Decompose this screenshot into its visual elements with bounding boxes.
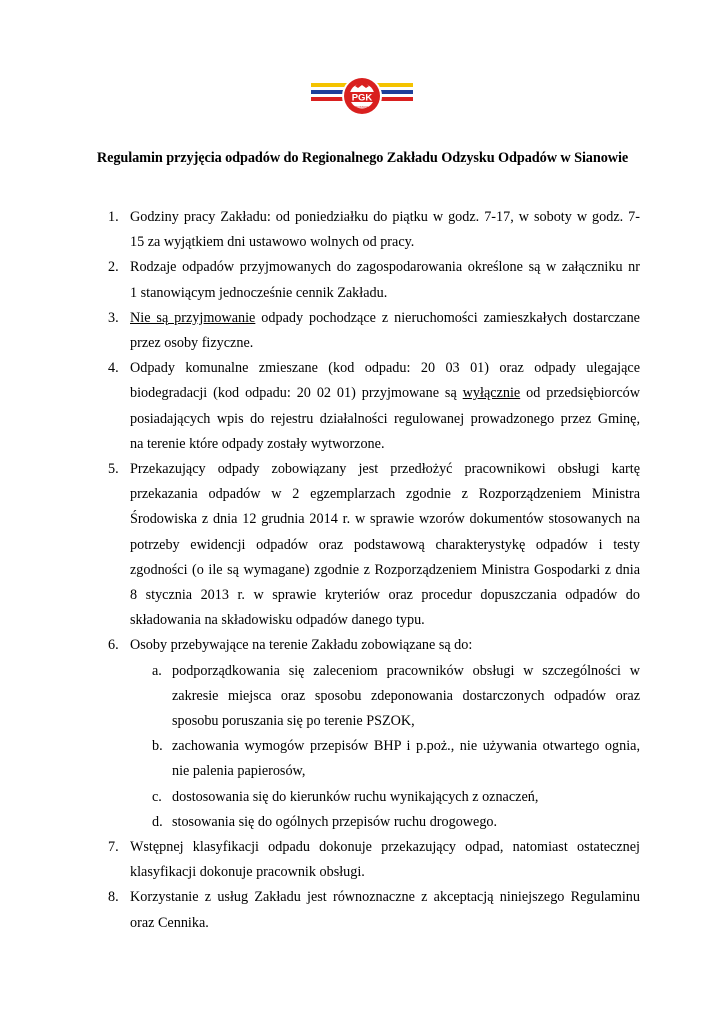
underlined-word: wyłącznie	[462, 385, 521, 402]
underlined-phrase: Nie są przyjmowanie	[130, 309, 256, 326]
list-item: 5. Przekazujący odpady zobowiązany jest przedłożyć pracownikowi obsługi kartę przekazania odpadów w 2 egzemplarzach zgodnie z Rozporządzeniem Ministra Środowiska z dnia 12 grudnia 2014 r. w sprawie wzorów dokumentów stosowanych na potrzeby ewidencji odpadów oraz podstawową charakterystykę odpadów i testy zgodności (o ile są wymagane) zgodnie z Rozporządzeniem Ministra Gospodarki z dnia 8 stycznia 2013 r. w sprawie kryteriów oraz procedur dopuszczania odpadów do składowania na składowisku odpadów danego typu.	[108, 461, 640, 629]
pgk-logo	[311, 74, 413, 118]
list-item: 7. Wstępnej klasyfikacji odpadu dokonuje przekazujący odpad, natomiast ostatecznej klasyfikacji dokonuje pracownik obsługi.	[108, 839, 640, 881]
sub-list-item: a. podporządkowania się zaleceniom pracowników obsługi w szczególności w zakresie miejsca oraz sposobu zdeponowania dostarczonych odpadów oraz sposobu poruszania się po terenie PSZOK,	[152, 662, 640, 730]
sub-list-item: d. stosowania się do ogólnych przepisów ruchu drogowego.	[152, 813, 498, 830]
sub-list-item: c. dostosowania się do kierunków ruchu wynikających z oznaczeń,	[152, 788, 539, 805]
logo-subtext: POSTAVA	[355, 105, 369, 109]
list-item: 2. Rodzaje odpadów przyjmowanych do zagospodarowania określone są w załączniku nr 1 stanowiącym jednocześnie cennik Zakładu.	[108, 259, 640, 301]
sub-list	[130, 659, 640, 835]
logo-text: PGK	[351, 92, 373, 104]
list-item: 8. Korzystanie z usług Zakładu jest równoznaczne z akceptacją niniejszego Regulaminu oraz Cennika.	[108, 889, 640, 931]
regulations-list	[108, 205, 640, 936]
document-title: Regulamin przyjęcia odpadów do Regionalnego Zakładu Odzysku Odpadów w Sianowie	[96, 150, 629, 166]
list-item: 1. Godziny pracy Zakładu: od poniedziałku do piątku w godz. 7-17, w soboty w godz. 7- 15 za wyjątkiem dni ustawowo wolnych od pracy.	[108, 209, 640, 251]
sub-list-item: b. zachowania wymogów przepisów BHP i p.poż., nie używania otwartego ognia, nie palenia papierosów,	[152, 738, 640, 780]
list-item: 4. Odpady komunalne zmieszane (kod odpadu: 20 03 01) oraz odpady ulegające biodegradacji (kod odpadu: 20 02 01) przyjmowane są wyłącznie od przedsiębiorców posiadających wpis do rejestru działalności regulowanej prowadzonego przez Gminę, na terenie które odpady zostały wytworzone.	[108, 360, 640, 452]
list-item: 6. Osoby przebywające na terenie Zakładu zobowiązane są do: a. podporządkowania się zaleceniom pracowników obsługi w szczególności w zakresie miejsca oraz sposobu zdeponowania dostarczonych odpadów oraz sposobu poruszania się po terenie PSZOK, b. zachowania wymogów przepisów BHP i p.poż., nie używania otwartego ognia, nie palenia papierosów, c. dostosowania się do kierunków ruchu wynikających z oznaczeń, d. stosowania się do ogólnych przepisów ruchu drogowego.	[130, 633, 640, 835]
list-item: 3. Nie są przyjmowanie odpady pochodzące z nieruchomości zamieszkałych dostarczane przez osoby fizyczne.	[108, 309, 640, 352]
